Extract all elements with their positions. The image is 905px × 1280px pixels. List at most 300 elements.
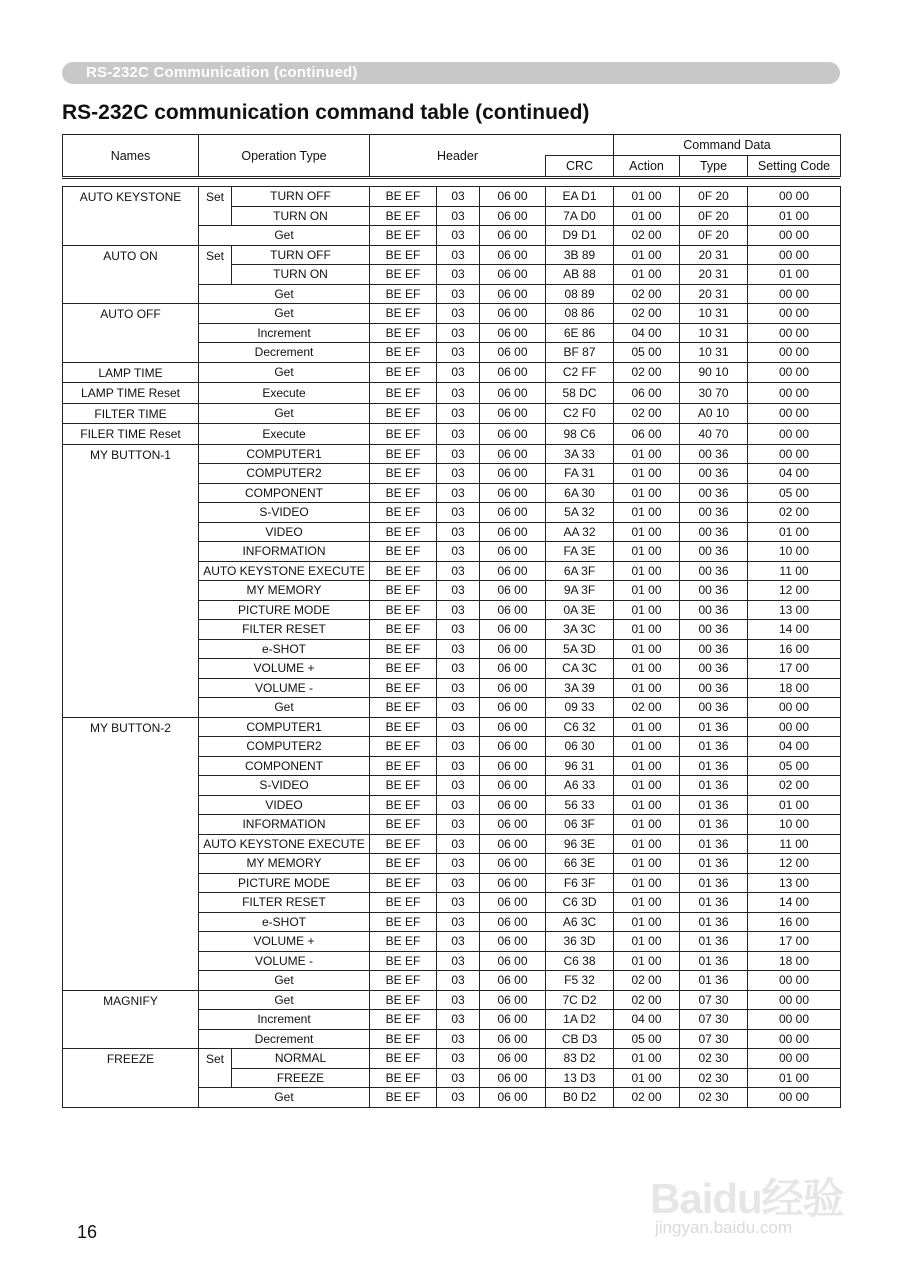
action-value: 01 00 xyxy=(614,561,680,581)
operation-type: COMPUTER1 xyxy=(199,717,370,737)
header-byte-1: BE EF xyxy=(370,265,437,285)
header-byte-1: BE EF xyxy=(370,971,437,991)
header-byte-3: 06 00 xyxy=(480,717,546,737)
operation-type: COMPUTER2 xyxy=(199,464,370,484)
type-value: A0 10 xyxy=(680,403,748,424)
setting-code-value: 18 00 xyxy=(748,951,841,971)
type-value: 01 36 xyxy=(680,951,748,971)
header-byte-1: BE EF xyxy=(370,206,437,226)
header-type: Type xyxy=(680,156,748,177)
type-value: 01 36 xyxy=(680,893,748,913)
header-byte-3: 06 00 xyxy=(480,600,546,620)
setting-code-value: 00 00 xyxy=(748,971,841,991)
header-byte-1: BE EF xyxy=(370,795,437,815)
action-value: 02 00 xyxy=(614,990,680,1010)
type-value: 10 31 xyxy=(680,343,748,363)
operation-type: AUTO KEYSTONE EXECUTE xyxy=(199,561,370,581)
type-value: 01 36 xyxy=(680,717,748,737)
header-byte-3: 06 00 xyxy=(480,284,546,304)
action-value: 01 00 xyxy=(614,854,680,874)
header-operation-type: Operation Type xyxy=(199,135,370,177)
operation-type: VOLUME + xyxy=(199,932,370,952)
action-value: 01 00 xyxy=(614,483,680,503)
header-byte-2: 03 xyxy=(437,990,480,1010)
header-action: Action xyxy=(614,156,680,177)
setting-code-value: 00 00 xyxy=(748,284,841,304)
action-value: 01 00 xyxy=(614,1068,680,1088)
crc-value: A6 33 xyxy=(546,776,614,796)
crc-value: 5A 3D xyxy=(546,639,614,659)
header-byte-1: BE EF xyxy=(370,522,437,542)
type-value: 0F 20 xyxy=(680,187,748,207)
setting-code-value: 12 00 xyxy=(748,581,841,601)
header-byte-1: BE EF xyxy=(370,464,437,484)
header-byte-2: 03 xyxy=(437,971,480,991)
crc-value: 6A 3F xyxy=(546,561,614,581)
header-byte-2: 03 xyxy=(437,403,480,424)
command-name: MAGNIFY xyxy=(63,990,199,1049)
table-row xyxy=(63,1049,841,1069)
crc-value: 1A D2 xyxy=(546,1010,614,1030)
operation-type: Get xyxy=(199,226,370,246)
action-value: 02 00 xyxy=(614,226,680,246)
header-byte-2: 03 xyxy=(437,226,480,246)
header-byte-2: 03 xyxy=(437,343,480,363)
header-byte-1: BE EF xyxy=(370,1029,437,1049)
header-byte-3: 06 00 xyxy=(480,265,546,285)
setting-code-value: 16 00 xyxy=(748,912,841,932)
header-byte-3: 06 00 xyxy=(480,362,546,383)
type-value: 00 36 xyxy=(680,483,748,503)
header-byte-1: BE EF xyxy=(370,561,437,581)
crc-value: 58 DC xyxy=(546,383,614,404)
type-value: 00 36 xyxy=(680,639,748,659)
setting-code-value: 00 00 xyxy=(748,343,841,363)
header-byte-2: 03 xyxy=(437,795,480,815)
action-value: 01 00 xyxy=(614,834,680,854)
section-banner-text: RS-232C Communication (continued) xyxy=(86,64,358,81)
setting-code-value: 16 00 xyxy=(748,639,841,659)
crc-value: 06 30 xyxy=(546,737,614,757)
action-value: 02 00 xyxy=(614,971,680,991)
operation-type: VIDEO xyxy=(199,795,370,815)
header-byte-3: 06 00 xyxy=(480,444,546,464)
header-byte-3: 06 00 xyxy=(480,854,546,874)
header-byte-3: 06 00 xyxy=(480,503,546,523)
type-value: 01 36 xyxy=(680,971,748,991)
type-value: 00 36 xyxy=(680,678,748,698)
crc-value: 56 33 xyxy=(546,795,614,815)
header-byte-1: BE EF xyxy=(370,932,437,952)
setting-code-value: 04 00 xyxy=(748,737,841,757)
action-value: 01 00 xyxy=(614,444,680,464)
operation-type: Execute xyxy=(199,424,370,445)
action-value: 01 00 xyxy=(614,522,680,542)
crc-value: BF 87 xyxy=(546,343,614,363)
command-name: AUTO OFF xyxy=(63,304,199,363)
header-crc: CRC xyxy=(546,156,614,177)
crc-value: 0A 3E xyxy=(546,600,614,620)
header-byte-2: 03 xyxy=(437,834,480,854)
header-byte-3: 06 00 xyxy=(480,245,546,265)
header-byte-1: BE EF xyxy=(370,600,437,620)
type-value: 20 31 xyxy=(680,284,748,304)
table-row xyxy=(63,717,841,737)
type-value: 40 70 xyxy=(680,424,748,445)
header-byte-3: 06 00 xyxy=(480,1010,546,1030)
header-byte-1: BE EF xyxy=(370,834,437,854)
header-byte-2: 03 xyxy=(437,464,480,484)
header-byte-2: 03 xyxy=(437,1068,480,1088)
action-value: 01 00 xyxy=(614,717,680,737)
table-row xyxy=(63,444,841,464)
header-byte-3: 06 00 xyxy=(480,343,546,363)
header-byte-1: BE EF xyxy=(370,639,437,659)
action-value: 01 00 xyxy=(614,932,680,952)
type-value: 20 31 xyxy=(680,245,748,265)
action-value: 01 00 xyxy=(614,795,680,815)
operation-type: PICTURE MODE xyxy=(199,600,370,620)
baidu-logo: Baidu经验 xyxy=(650,1175,844,1222)
setting-code-value: 00 00 xyxy=(748,304,841,324)
header-byte-3: 06 00 xyxy=(480,304,546,324)
type-value: 00 36 xyxy=(680,698,748,718)
header-byte-1: BE EF xyxy=(370,620,437,640)
command-name: FILER TIME Reset xyxy=(63,424,199,445)
header-crc-spacer xyxy=(546,135,614,156)
header-setting-code: Setting Code xyxy=(748,156,841,177)
operation-type: VOLUME - xyxy=(199,951,370,971)
type-value: 01 36 xyxy=(680,873,748,893)
setting-code-value: 02 00 xyxy=(748,776,841,796)
action-value: 01 00 xyxy=(614,581,680,601)
setting-code-value: 02 00 xyxy=(748,503,841,523)
command-name: AUTO ON xyxy=(63,245,199,304)
header-byte-2: 03 xyxy=(437,854,480,874)
action-value: 02 00 xyxy=(614,1088,680,1108)
header-byte-1: BE EF xyxy=(370,698,437,718)
command-name: AUTO KEYSTONE xyxy=(63,187,199,246)
header-byte-1: BE EF xyxy=(370,893,437,913)
header-byte-1: BE EF xyxy=(370,776,437,796)
command-table xyxy=(62,186,841,1108)
header-byte-3: 06 00 xyxy=(480,659,546,679)
crc-value: 13 D3 xyxy=(546,1068,614,1088)
header-byte-3: 06 00 xyxy=(480,815,546,835)
header-byte-2: 03 xyxy=(437,561,480,581)
header-byte-1: BE EF xyxy=(370,245,437,265)
operation-type: S-VIDEO xyxy=(199,503,370,523)
type-value: 01 36 xyxy=(680,795,748,815)
set-label: Set xyxy=(199,187,232,226)
type-value: 01 36 xyxy=(680,912,748,932)
header-byte-3: 06 00 xyxy=(480,1068,546,1088)
operation-type: TURN ON xyxy=(232,265,370,285)
crc-value: C6 32 xyxy=(546,717,614,737)
operation-type: MY MEMORY xyxy=(199,854,370,874)
operation-type: Decrement xyxy=(199,343,370,363)
table-row xyxy=(63,362,841,383)
header-byte-3: 06 00 xyxy=(480,912,546,932)
operation-type: FILTER RESET xyxy=(199,620,370,640)
operation-type: Get xyxy=(199,284,370,304)
header-byte-2: 03 xyxy=(437,522,480,542)
setting-code-value: 14 00 xyxy=(748,893,841,913)
page-title: RS-232C communication command table (continued) xyxy=(62,101,590,124)
header-byte-2: 03 xyxy=(437,424,480,445)
action-value: 01 00 xyxy=(614,620,680,640)
header-byte-1: BE EF xyxy=(370,581,437,601)
crc-value: 9A 3F xyxy=(546,581,614,601)
header-byte-2: 03 xyxy=(437,659,480,679)
table-header xyxy=(62,134,841,177)
header-byte-1: BE EF xyxy=(370,873,437,893)
header-byte-3: 06 00 xyxy=(480,206,546,226)
action-value: 02 00 xyxy=(614,362,680,383)
setting-code-value: 17 00 xyxy=(748,932,841,952)
type-value: 00 36 xyxy=(680,503,748,523)
command-name: FREEZE xyxy=(63,1049,199,1108)
setting-code-value: 14 00 xyxy=(748,620,841,640)
header-byte-3: 06 00 xyxy=(480,561,546,581)
header-byte-2: 03 xyxy=(437,383,480,404)
type-value: 00 36 xyxy=(680,542,748,562)
operation-type: Get xyxy=(199,403,370,424)
header-byte-3: 06 00 xyxy=(480,464,546,484)
header-header: Header xyxy=(370,135,546,177)
action-value: 01 00 xyxy=(614,464,680,484)
type-value: 02 30 xyxy=(680,1049,748,1069)
header-byte-1: BE EF xyxy=(370,424,437,445)
setting-code-value: 00 00 xyxy=(748,403,841,424)
action-value: 01 00 xyxy=(614,815,680,835)
header-byte-1: BE EF xyxy=(370,444,437,464)
setting-code-value: 04 00 xyxy=(748,464,841,484)
header-byte-1: BE EF xyxy=(370,343,437,363)
header-byte-2: 03 xyxy=(437,737,480,757)
setting-code-value: 00 00 xyxy=(748,1049,841,1069)
crc-value: 08 86 xyxy=(546,304,614,324)
header-byte-2: 03 xyxy=(437,304,480,324)
header-byte-2: 03 xyxy=(437,323,480,343)
operation-type: S-VIDEO xyxy=(199,776,370,796)
setting-code-value: 17 00 xyxy=(748,659,841,679)
setting-code-value: 00 00 xyxy=(748,187,841,207)
header-byte-2: 03 xyxy=(437,893,480,913)
crc-value: C6 38 xyxy=(546,951,614,971)
action-value: 01 00 xyxy=(614,245,680,265)
crc-value: C2 FF xyxy=(546,362,614,383)
setting-code-value: 00 00 xyxy=(748,323,841,343)
crc-value: A6 3C xyxy=(546,912,614,932)
type-value: 00 36 xyxy=(680,444,748,464)
header-byte-1: BE EF xyxy=(370,1049,437,1069)
operation-type: Get xyxy=(199,362,370,383)
table-row xyxy=(63,187,841,207)
operation-type: TURN OFF xyxy=(232,245,370,265)
crc-value: CB D3 xyxy=(546,1029,614,1049)
operation-type: TURN ON xyxy=(232,206,370,226)
operation-type: COMPUTER2 xyxy=(199,737,370,757)
baidu-url: jingyan.baidu.com xyxy=(655,1218,793,1237)
type-value: 0F 20 xyxy=(680,226,748,246)
operation-type: PICTURE MODE xyxy=(199,873,370,893)
action-value: 06 00 xyxy=(614,383,680,404)
header-byte-3: 06 00 xyxy=(480,424,546,445)
crc-value: 96 31 xyxy=(546,756,614,776)
action-value: 01 00 xyxy=(614,187,680,207)
header-byte-3: 06 00 xyxy=(480,581,546,601)
header-byte-2: 03 xyxy=(437,717,480,737)
header-byte-3: 06 00 xyxy=(480,678,546,698)
header-byte-2: 03 xyxy=(437,678,480,698)
header-byte-1: BE EF xyxy=(370,226,437,246)
header-byte-1: BE EF xyxy=(370,951,437,971)
crc-value: B0 D2 xyxy=(546,1088,614,1108)
setting-code-value: 00 00 xyxy=(748,424,841,445)
header-byte-2: 03 xyxy=(437,620,480,640)
crc-value: AA 32 xyxy=(546,522,614,542)
action-value: 01 00 xyxy=(614,542,680,562)
header-byte-1: BE EF xyxy=(370,323,437,343)
header-byte-1: BE EF xyxy=(370,187,437,207)
type-value: 00 36 xyxy=(680,659,748,679)
setting-code-value: 11 00 xyxy=(748,834,841,854)
crc-value: FA 3E xyxy=(546,542,614,562)
command-name: LAMP TIME xyxy=(63,362,199,383)
action-value: 01 00 xyxy=(614,912,680,932)
type-value: 02 30 xyxy=(680,1088,748,1108)
crc-value: 7C D2 xyxy=(546,990,614,1010)
header-byte-3: 06 00 xyxy=(480,639,546,659)
header-byte-3: 06 00 xyxy=(480,187,546,207)
action-value: 02 00 xyxy=(614,698,680,718)
table-row xyxy=(63,383,841,404)
header-byte-2: 03 xyxy=(437,932,480,952)
type-value: 01 36 xyxy=(680,815,748,835)
operation-type: Increment xyxy=(199,323,370,343)
type-value: 01 36 xyxy=(680,834,748,854)
header-byte-2: 03 xyxy=(437,444,480,464)
setting-code-value: 00 00 xyxy=(748,1010,841,1030)
setting-code-value: 00 00 xyxy=(748,362,841,383)
header-byte-3: 06 00 xyxy=(480,383,546,404)
setting-code-value: 00 00 xyxy=(748,717,841,737)
header-byte-2: 03 xyxy=(437,1010,480,1030)
type-value: 02 30 xyxy=(680,1068,748,1088)
header-byte-1: BE EF xyxy=(370,362,437,383)
crc-value: 7A D0 xyxy=(546,206,614,226)
header-byte-1: BE EF xyxy=(370,403,437,424)
header-byte-3: 06 00 xyxy=(480,951,546,971)
crc-value: 08 89 xyxy=(546,284,614,304)
operation-type: INFORMATION xyxy=(199,542,370,562)
header-byte-1: BE EF xyxy=(370,717,437,737)
header-byte-1: BE EF xyxy=(370,284,437,304)
type-value: 00 36 xyxy=(680,600,748,620)
crc-value: 36 3D xyxy=(546,932,614,952)
operation-type: Get xyxy=(199,698,370,718)
table-row xyxy=(63,245,841,265)
setting-code-value: 11 00 xyxy=(748,561,841,581)
type-value: 01 36 xyxy=(680,854,748,874)
crc-value: 09 33 xyxy=(546,698,614,718)
operation-type: COMPUTER1 xyxy=(199,444,370,464)
header-command-data: Command Data xyxy=(614,135,841,156)
setting-code-value: 18 00 xyxy=(748,678,841,698)
header-byte-3: 06 00 xyxy=(480,990,546,1010)
header-byte-1: BE EF xyxy=(370,503,437,523)
crc-value: F6 3F xyxy=(546,873,614,893)
operation-type: e-SHOT xyxy=(199,639,370,659)
crc-value: D9 D1 xyxy=(546,226,614,246)
type-value: 00 36 xyxy=(680,581,748,601)
header-byte-3: 06 00 xyxy=(480,323,546,343)
header-byte-1: BE EF xyxy=(370,1088,437,1108)
header-byte-3: 06 00 xyxy=(480,1029,546,1049)
type-value: 00 36 xyxy=(680,464,748,484)
header-byte-3: 06 00 xyxy=(480,522,546,542)
crc-value: 6E 86 xyxy=(546,323,614,343)
header-byte-3: 06 00 xyxy=(480,483,546,503)
action-value: 01 00 xyxy=(614,206,680,226)
setting-code-value: 00 00 xyxy=(748,245,841,265)
setting-code-value: 00 00 xyxy=(748,226,841,246)
action-value: 01 00 xyxy=(614,756,680,776)
action-value: 01 00 xyxy=(614,639,680,659)
action-value: 01 00 xyxy=(614,600,680,620)
header-byte-2: 03 xyxy=(437,187,480,207)
setting-code-value: 13 00 xyxy=(748,873,841,893)
crc-value: 3B 89 xyxy=(546,245,614,265)
crc-value: 83 D2 xyxy=(546,1049,614,1069)
setting-code-value: 13 00 xyxy=(748,600,841,620)
action-value: 01 00 xyxy=(614,951,680,971)
action-value: 05 00 xyxy=(614,343,680,363)
type-value: 01 36 xyxy=(680,737,748,757)
action-value: 01 00 xyxy=(614,659,680,679)
setting-code-value: 05 00 xyxy=(748,483,841,503)
header-byte-1: BE EF xyxy=(370,383,437,404)
header-byte-2: 03 xyxy=(437,245,480,265)
table-row xyxy=(63,990,841,1010)
type-value: 07 30 xyxy=(680,990,748,1010)
header-byte-2: 03 xyxy=(437,503,480,523)
crc-value: 3A 33 xyxy=(546,444,614,464)
set-label: Set xyxy=(199,1049,232,1088)
header-byte-3: 06 00 xyxy=(480,834,546,854)
header-names: Names xyxy=(63,135,199,177)
action-value: 01 00 xyxy=(614,737,680,757)
header-byte-2: 03 xyxy=(437,698,480,718)
action-value: 01 00 xyxy=(614,776,680,796)
header-byte-1: BE EF xyxy=(370,304,437,324)
command-name: LAMP TIME Reset xyxy=(63,383,199,404)
setting-code-value: 12 00 xyxy=(748,854,841,874)
setting-code-value: 00 00 xyxy=(748,444,841,464)
header-byte-3: 06 00 xyxy=(480,795,546,815)
crc-value: F5 32 xyxy=(546,971,614,991)
header-byte-2: 03 xyxy=(437,1049,480,1069)
header-byte-3: 06 00 xyxy=(480,756,546,776)
header-byte-2: 03 xyxy=(437,1029,480,1049)
operation-type: Increment xyxy=(199,1010,370,1030)
header-byte-3: 06 00 xyxy=(480,776,546,796)
crc-value: 98 C6 xyxy=(546,424,614,445)
header-byte-2: 03 xyxy=(437,284,480,304)
header-byte-3: 06 00 xyxy=(480,893,546,913)
operation-type: Get xyxy=(199,1088,370,1108)
